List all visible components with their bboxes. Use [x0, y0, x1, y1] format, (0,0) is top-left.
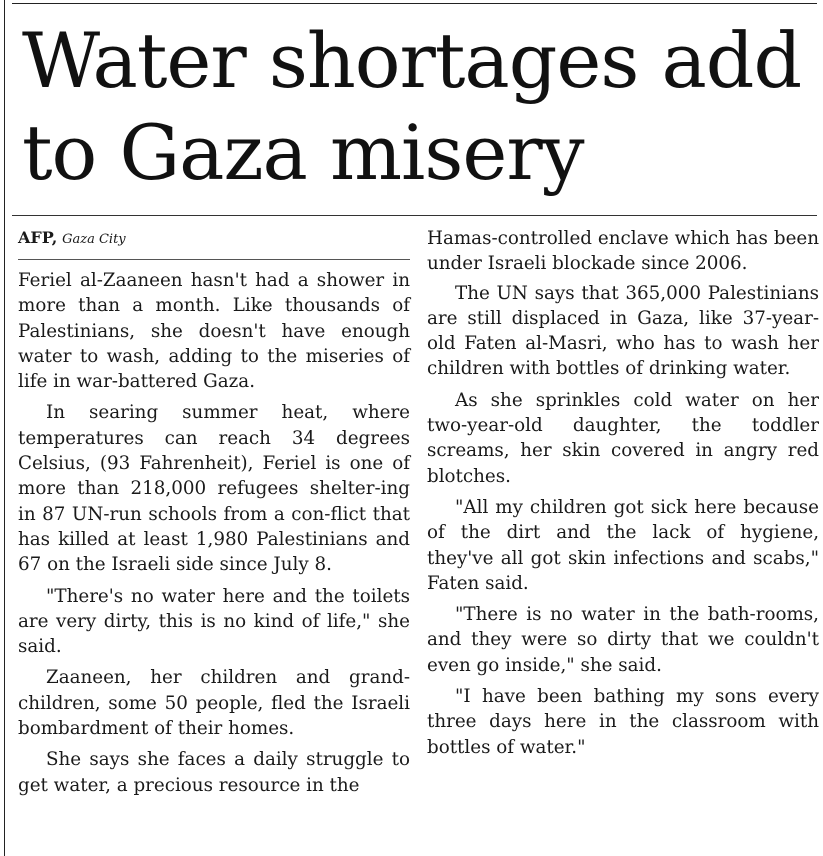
- headline-line-2: to Gaza misery: [22, 108, 584, 197]
- top-border-rule: [12, 3, 817, 4]
- article-column-left: [18, 226, 410, 804]
- left-border-rule: [4, 0, 5, 856]
- byline-agency: AFP,: [18, 228, 58, 247]
- paragraph: As she sprinkles cold water on her two-year-old daughter, the toddler screams, her skin covered in angry red blotches.: [427, 389, 819, 487]
- byline-place: Gaza City: [62, 232, 126, 247]
- paragraph: In searing summer heat, where temperatures can reach 34 degrees Celsius, (93 Fahrenheit), Feriel is one of more than 218,000 refugees shelter-ing in 87 UN-run schools from a con-flict that has killed at least 1,980 Palestinians and 67 on the Israeli side since July 8.: [18, 402, 410, 576]
- headline-divider: [12, 215, 817, 216]
- byline: [18, 228, 410, 260]
- paragraph: Zaaneen, her children and grand-children, some 50 people, fled the Israeli bombardment of their homes.: [18, 667, 410, 740]
- paragraph: She says she faces a daily struggle to get water, a precious resource in the: [18, 749, 410, 796]
- article-headline: [22, 15, 817, 199]
- paragraph: "I have been bathing my sons every three days here in the classroom with bottles of water.": [427, 686, 819, 758]
- paragraph-continued: Hamas-controlled enclave which has been under Israeli blockade since 2006.: [427, 228, 819, 275]
- paragraph: "All my children got sick here because of the dirt and the lack of hygiene, they've all got skin infections and scabs," Faten said.: [427, 496, 819, 594]
- paragraph: "There is no water in the bath-rooms, and they were so dirty that we couldn't even go inside," she said.: [427, 604, 819, 676]
- headline-line-1: Water shortages add: [22, 16, 802, 105]
- article-column-right: [427, 226, 819, 766]
- paragraph: "There's no water here and the toilets are very dirty, this is no kind of life," she said.: [18, 585, 410, 658]
- paragraph: The UN says that 365,000 Palestinians are still displaced in Gaza, like 37-year-old Faten al-Masri, who has to wash her children with bottles of drinking water.: [427, 282, 819, 380]
- paragraph: Feriel al-Zaaneen hasn't had a shower in more than a month. Like thousands of Palestinians, she doesn't have enough water to wash, adding to the miseries of life in war-battered Gaza.: [18, 270, 410, 393]
